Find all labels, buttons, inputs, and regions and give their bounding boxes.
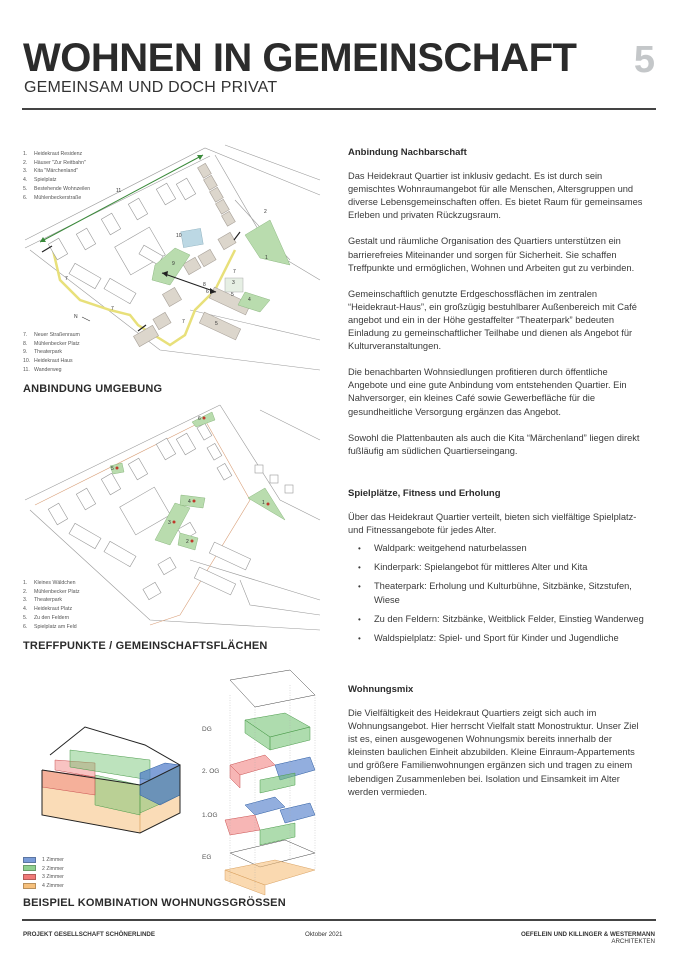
svg-text:N: N [74, 314, 78, 320]
meeting-point-marker [193, 500, 196, 503]
legend-item: 4 Zimmer [23, 882, 64, 891]
svg-text:4: 4 [248, 297, 251, 303]
section-neighbourhood [348, 146, 648, 471]
map1-caption: ANBINDUNG UMGEBUNG [23, 383, 163, 395]
svg-text:1: 1 [262, 500, 265, 506]
footer-date: Oktober 2021 [305, 931, 343, 938]
meeting-point-marker [191, 540, 194, 543]
paragraph: Über das Heidekraut Quartier verteilt, bieten sich vielfältige Spielplatz- und Fitnessangebote für jedes Alter. [348, 512, 637, 536]
floor-label-dg: DG [202, 726, 212, 733]
mix-caption: BEISPIEL KOMBINATION WOHNUNGSGRÖSSEN [23, 897, 286, 909]
svg-text:3: 3 [232, 280, 235, 286]
list-item: • Theaterpark: Erholung und Kulturbühne, Sitzbänke, Sitzstufen, Wiese [374, 580, 648, 606]
list-item: • Waldspielplatz: Spiel- und Sport für Kinder und Jugendliche [374, 632, 648, 645]
svg-text:6: 6 [198, 416, 201, 422]
footer-project: PROJEKT GESELLSCHAFT SCHÖNERLINDE [23, 931, 156, 938]
paragraph: Sowohl die Plattenbauten als auch die Kita “Märchenland” liegen direkt fußläufig am südlichen Quartierseingang. [348, 432, 640, 456]
map2-legend [23, 579, 80, 631]
svg-text:7: 7 [182, 319, 185, 325]
svg-text:3: 3 [168, 520, 171, 526]
apartment-size-legend [23, 856, 64, 891]
floor-label-2og: 2. OG [202, 768, 220, 775]
kita-building [181, 228, 203, 247]
paragraph: Die Vielfältigkeit des Heidekraut Quartiers zeigt sich auch im Wohnungsangebot. Hier herrscht Vielfalt statt Monostruktur. Unser Ziel ist es, einen ausgewogenen Wohnungsmix bereits innerhalb der kleinsten baulichen Einheit abzubilden. Kleine Einraum-Appartements und größere Familienwohnungen ergänzen sich und tragen zu einem lebendigen Zusammenleben bei. Isolation und Einsamkeit im Alter werden vermieden. [348, 708, 639, 797]
svg-text:9: 9 [172, 261, 175, 267]
svg-text:10: 10 [176, 233, 182, 239]
apartment-mix-axonometry [20, 665, 330, 900]
header-divider [22, 108, 656, 110]
svg-text:1: 1 [265, 255, 268, 261]
firm-name: OEFELEIN UND KILLINGER & WESTERMANN [520, 931, 655, 938]
list-item: • Waldpark: weitgehend naturbelassen [374, 542, 648, 555]
legend-item: 3 Zimmer [23, 873, 64, 882]
svg-text:11: 11 [116, 188, 122, 194]
map1-legend-bottom [23, 331, 80, 375]
paragraph: Gemeinschaftlich genutzte Erdgeschossflächen im zentralen “Heidekraut-Haus”, ein großzügig bestuhlbarer Außenbereich mit Café angebot und ein in der Höhe gestaffelter “Theaterpark” bedeuten Einladung zu gemeinschaftlicher Teilhabe und dienen als Angebot für Kulturveranstaltungen. [348, 288, 637, 352]
legend-item: 7. Neuer Straßenraum [23, 332, 80, 338]
svg-text:5: 5 [215, 321, 218, 327]
legend-item: 4. Spielplatz [23, 177, 57, 184]
legend-item: 2 Zimmer [23, 865, 64, 874]
swatch-3-zimmer [23, 874, 36, 880]
legend-item: 3. Theaterpark [23, 597, 62, 604]
floor-label-eg: EG [202, 854, 212, 861]
svg-text:7: 7 [233, 269, 236, 275]
page-title: WOHNEN IN GEMEINSCHAFT [23, 36, 577, 80]
wanderweg-path [40, 155, 203, 242]
legend-item: 1. Kleines Wäldchen [23, 580, 76, 586]
legend-item: 10. Heidekraut Haus [23, 358, 73, 365]
legend-item: 5. Bestehende Wohnzeilen [23, 185, 91, 192]
legend-item: 2. Mühlenbecker Platz [23, 588, 80, 595]
page-number: 5 [633, 39, 655, 81]
legend-item: 4. Heidekraut Platz [23, 606, 73, 613]
svg-text:2: 2 [264, 209, 267, 215]
footer-firm [521, 931, 655, 945]
paragraph: Gestalt und räumliche Organisation des Quartiers unterstützen ein barrierefreies Miteinander und sorgen für Sicherheit. Sie schaffen Treffpunkte und ermöglichen, Wohnen und Arbeiten gut zu verbinden. [348, 236, 635, 273]
section-heading: Wohnungsmix [348, 684, 414, 695]
svg-text:7: 7 [65, 276, 68, 282]
swatch-4-zimmer [23, 883, 36, 889]
svg-text:5: 5 [111, 466, 114, 472]
legend-item: 1 Zimmer [23, 856, 64, 865]
paragraph: Die benachbarten Wohnsiedlungen profitieren durch öffentliche Angebote und eine gute Anbindung vom entstehenden Quartier. Ein Nahversorger, ein kleines Café sowie Gewerbefläche für die gesundheitliche Versorgung ergänzen das Angebot. [348, 367, 627, 417]
legend-item: 6. Mühlenbeckerstraße [23, 194, 82, 201]
swatch-1-zimmer [23, 857, 36, 863]
svg-text:4: 4 [188, 499, 191, 505]
section-playgrounds [348, 487, 648, 651]
meeting-point-marker [203, 417, 206, 420]
svg-text:8: 8 [203, 282, 206, 288]
list-item: • Kinderpark: Spielangebot für mittleres Alter und Kita [374, 561, 648, 574]
svg-text:7: 7 [111, 306, 114, 312]
firm-subtitle: ARCHITEKTEN [611, 938, 655, 945]
meeting-point-marker [267, 503, 270, 506]
section-apartment-mix [348, 683, 648, 812]
svg-text:6: 6 [206, 289, 209, 295]
paragraph: Das Heidekraut Quartier ist inklusiv gedacht. Es ist durch sein gemischtes Wohnraumangebot für alle Menschen, Altersgruppen und diverse Lebensgemeinschaften offen. Es bietet Raum für gemeinsames Erleben und privaten Rückzugsraum. [348, 171, 643, 221]
legend-item: 3. Kita "Märchenland" [23, 168, 79, 175]
svg-text:2: 2 [186, 539, 189, 545]
list-item: • Zu den Feldern: Sitzbänke, Weitblick Felder, Einstieg Wanderweg [374, 613, 648, 626]
svg-text:5: 5 [231, 292, 234, 298]
meeting-point-marker [116, 467, 119, 470]
legend-item: 2. Häuser "Zur Reitbahn" [23, 159, 86, 166]
section-heading: Anbindung Nachbarschaft [348, 147, 467, 158]
swatch-2-zimmer [23, 865, 36, 871]
page-subtitle: GEMEINSAM UND DOCH PRIVAT [24, 79, 278, 96]
legend-item: 11. Wanderweg [23, 366, 62, 373]
legend-item: 8. Mühlenbecker Platz [23, 340, 80, 347]
section-heading: Spielplätze, Fitness und Erholung [348, 488, 501, 499]
legend-item: 1. Heidekraut Residenz [23, 151, 83, 157]
legend-item: 5. Zu den Feldern [23, 614, 70, 621]
map2-caption: TREFFPUNKTE / GEMEINSCHAFTSFLÄCHEN [23, 640, 268, 652]
footer-divider [22, 919, 656, 921]
playground-list [348, 542, 648, 645]
legend-item: 9. Theaterpark [23, 349, 62, 356]
meeting-point-marker [173, 521, 176, 524]
floor-label-1og: 1.OG [202, 812, 218, 819]
legend-item: 6. Spielplatz am Feld [23, 623, 77, 630]
